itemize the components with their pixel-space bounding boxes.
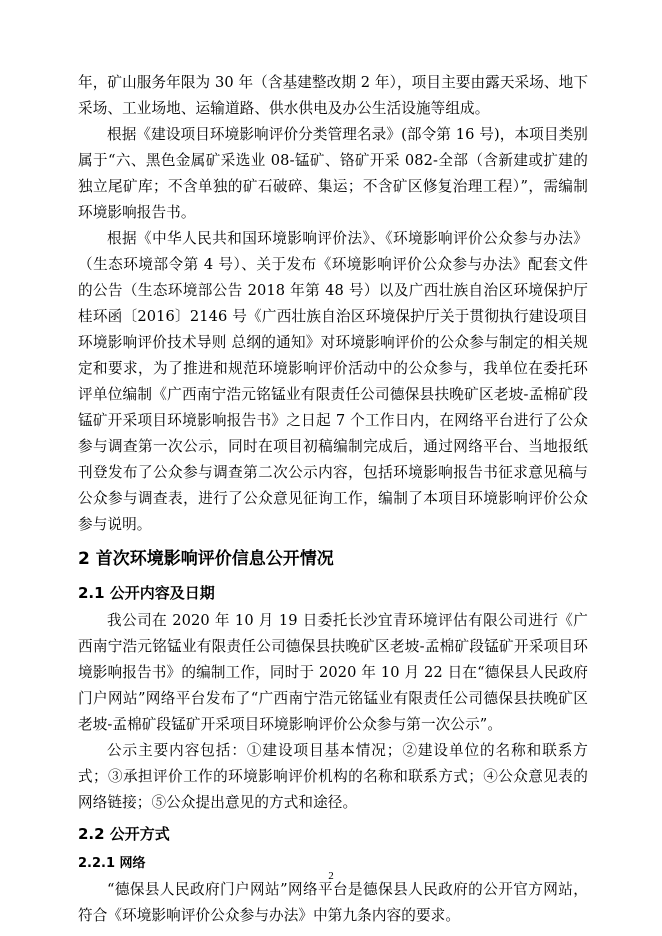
paragraph-disclosure-date: 我公司在 2020 年 10 月 19 日委托长沙宜青环境评估有限公司进行《广西南宁浩元铭锰业有限责任公司德保县扶晚矿区老坡-孟棉矿段锰矿开采项目环境影响报告书》的编制工作，同时于 2020 年 10 月 22 日在“德保县人民政府门户网站”网络平台发布了“广西南宁浩元铭锰业有限责任公司德保县扶晚矿区老坡-孟棉矿段锰矿开采项目环境影响评价公众参与第一次公示”。 — [78, 612, 588, 733]
paragraph-legal-basis: 根据《中华人民共和国环境影响评价法》、《环境影响评价公众参与办法》（生态环境部令第 4 号）、关于发布《环境影响评价公众参与办法》配套文件的公告（生态环境部公告 2018 年第 48 号）以及广西壮族自治区环境保护厅桂环函〔2016〕2146 号《广西壮族自治区环境保护厅关于贯彻执行建设项目环境影响评价技术导则 总纲的通知》对环境影响评价的公众参与制定的相关规定和要求，为了推进和规范环境影响评价活动中的公众参与，我单位在委托环评单位编制《广西南宁浩元铭锰业有限责任公司德保县扶晚矿区老坡-孟棉矿段锰矿开采项目环境影响报告书》之日起 7 个工作日内，在网络平台进行了公众参与调查第一次公示，同时在项目初稿编制完成后，通过网络平台、当地报纸刊登发布了公众参与调查第二次公示内容，包括环境影响报告书征求意见稿与公众参与调查表，进行了公众意见征询工作，编制了本项目环境影响评价公众参与说明。 — [78, 230, 588, 533]
paragraph-disclosure-content: 公示主要内容包括：①建设项目基本情况；②建设单位的名称和联系方式；③承担评价工作的环境影响评价机构的名称和联系方式；④公众意见表的网络链接；⑤公众提出意见的方式和途径。 — [78, 742, 588, 811]
section-2-1-heading: 2.1 公开内容及日期 — [78, 584, 215, 602]
paragraph-network-platform: “德保县人民政府门户网站”网络平台是德保县人民政府的公开官方网站，符合《环境影响评价公众参与办法》中第九条内容的要求。 — [78, 881, 588, 924]
section-2-heading: 2 首次环境影响评价信息公开情况 — [78, 549, 334, 569]
paragraph-classification: 根据《建设项目环境影响评价分类管理名录》(部令第 16 号)，本项目类别属于“六、黑色金属矿采选业 08-锰矿、铬矿开采 082-全部（含新建或扩建的独立尾矿库；不含单独的矿石破碎、集运；不含矿区修复治理工程）”，需编制环境影响报告书。 — [78, 126, 588, 221]
page-content — [78, 70, 588, 929]
section-2-2-heading: 2.2 公开方式 — [78, 825, 170, 843]
paragraph-project-composition: 年，矿山服务年限为 30 年（含基建整改期 2 年），项目主要由露天采场、地下采场、工业场地、运输道路、供水供电及办公生活设施等组成。 — [78, 74, 589, 117]
page-number: 2 — [328, 870, 334, 882]
section-2-2-1-heading: 2.2.1 网络 — [78, 856, 146, 871]
